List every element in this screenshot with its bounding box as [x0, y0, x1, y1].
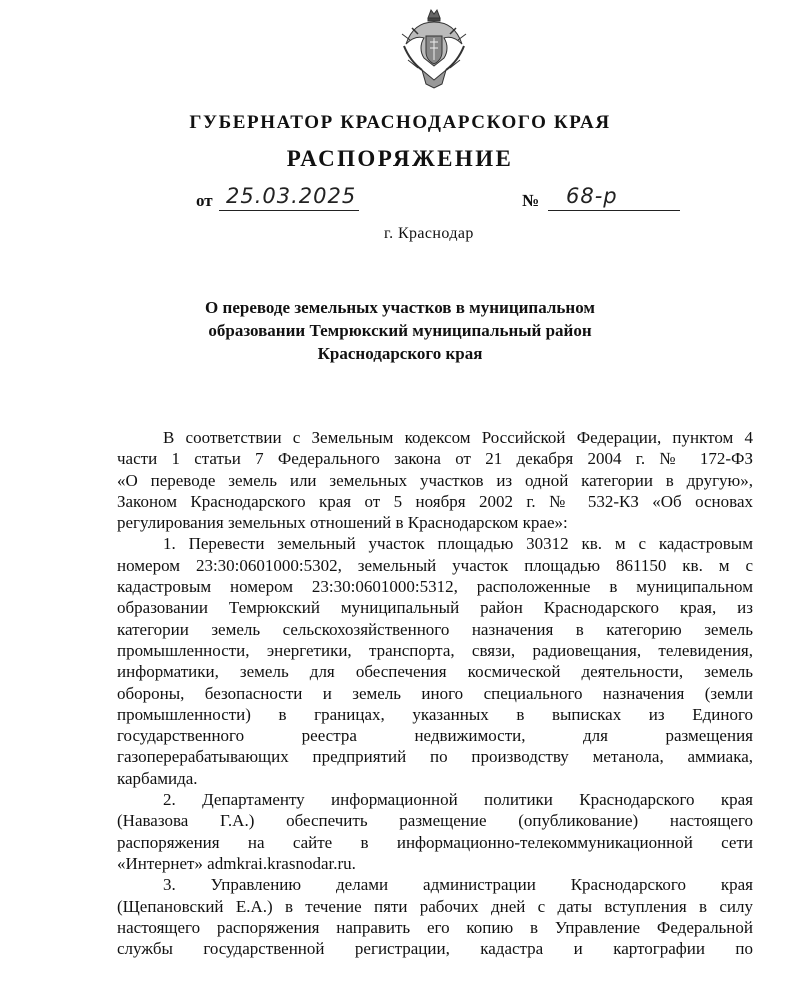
item2-line: «Интернет» admkrai.krasnodar.ru. [117, 853, 356, 873]
item1-line: номером 23:30:0601000:5302, земельный участок площадью 861150 кв. м с [117, 555, 753, 575]
item1-line: государственного реестра недвижимости, для размещения [117, 726, 753, 746]
item3-line: (Щепановский Е.А.) в течение пяти рабочих дней с даты вступления в силу [117, 896, 753, 916]
preamble-line: «О переводе земель или земельных участков из одной категории в другую», [117, 470, 753, 490]
item3-line: 3. Управлению делами администрации Краснодарского края [163, 875, 753, 895]
coat-of-arms-svg [398, 4, 470, 90]
document-type: РАСПОРЯЖЕНИЕ [286, 146, 514, 171]
document-body [117, 427, 753, 959]
item3-line: службы государственной регистрации, кадастра и картографии по [117, 939, 753, 959]
item1-line: категории земель сельскохозяйственного назначения в категорию земель [117, 619, 753, 639]
item1-line: газоперерабатывающих предприятий по производству метанола, аммиака, [117, 747, 753, 767]
date-underline [219, 210, 359, 211]
coat-of-arms-icon [398, 4, 470, 90]
item1-line: промышленности) в границах, указанных в выписках из Единого [117, 704, 753, 724]
preamble-line: В соответствии с Земельным кодексом Российской Федерации, пунктом 4 [163, 428, 753, 447]
item1-line: карбамида. [117, 768, 198, 788]
item1-line: обороны, безопасности и земель иного специального назначения (земли [117, 683, 753, 703]
item1-line: информатики, земель для обеспечения космической деятельности, земель [117, 662, 753, 682]
item1-line: образовании Темрюкский муниципальный район Краснодарского края, из [117, 598, 753, 618]
subject-line: образовании Темрюкский муниципальный район [208, 321, 592, 340]
date-value: 25.03.2025 [226, 184, 357, 208]
item2-line: 2. Департаменту информационной политики Краснодарского края [163, 790, 753, 810]
number-value: 68-р [566, 184, 618, 208]
item2-line: распоряжения на сайте в информационно-телекоммуникационной сети [117, 832, 753, 852]
document-subject [0, 296, 800, 365]
number-underline [548, 210, 680, 211]
issuer-title: ГУБЕРНАТОР КРАСНОДАРСКОГО КРАЯ [189, 112, 611, 133]
preamble-line: части 1 статьи 7 Федерального закона от 21 декабря 2004 г. № 172-ФЗ [117, 449, 753, 469]
subject-line: Краснодарского края [317, 344, 483, 363]
subject-line: О переводе земельных участков в муниципальном [205, 298, 595, 317]
number-label: № [522, 191, 540, 210]
preamble-line: регулирования земельных отношений в Краснодарском крае»: [117, 513, 568, 533]
city-label: г. Краснодар [384, 225, 474, 242]
item3-line: настоящего распоряжения направить его копию в Управление Федеральной [117, 917, 753, 937]
item1-line: кадастровым номером 23:30:0601000:5312, расположенные в муниципальном [117, 577, 753, 597]
date-label: от [196, 191, 213, 210]
date-number-row [0, 184, 800, 218]
item1-line: промышленности, энергетики, транспорта, связи, радиовещания, телевидения, [117, 640, 753, 660]
item2-line: (Навазова Г.А.) обеспечить размещение (опубликование) настоящего [117, 811, 753, 831]
preamble-line: Законом Краснодарского края от 5 ноября 2002 г. № 532-КЗ «Об основах [117, 491, 753, 511]
item1-line: 1. Перевести земельный участок площадью 30312 кв. м с кадастровым [163, 534, 753, 554]
